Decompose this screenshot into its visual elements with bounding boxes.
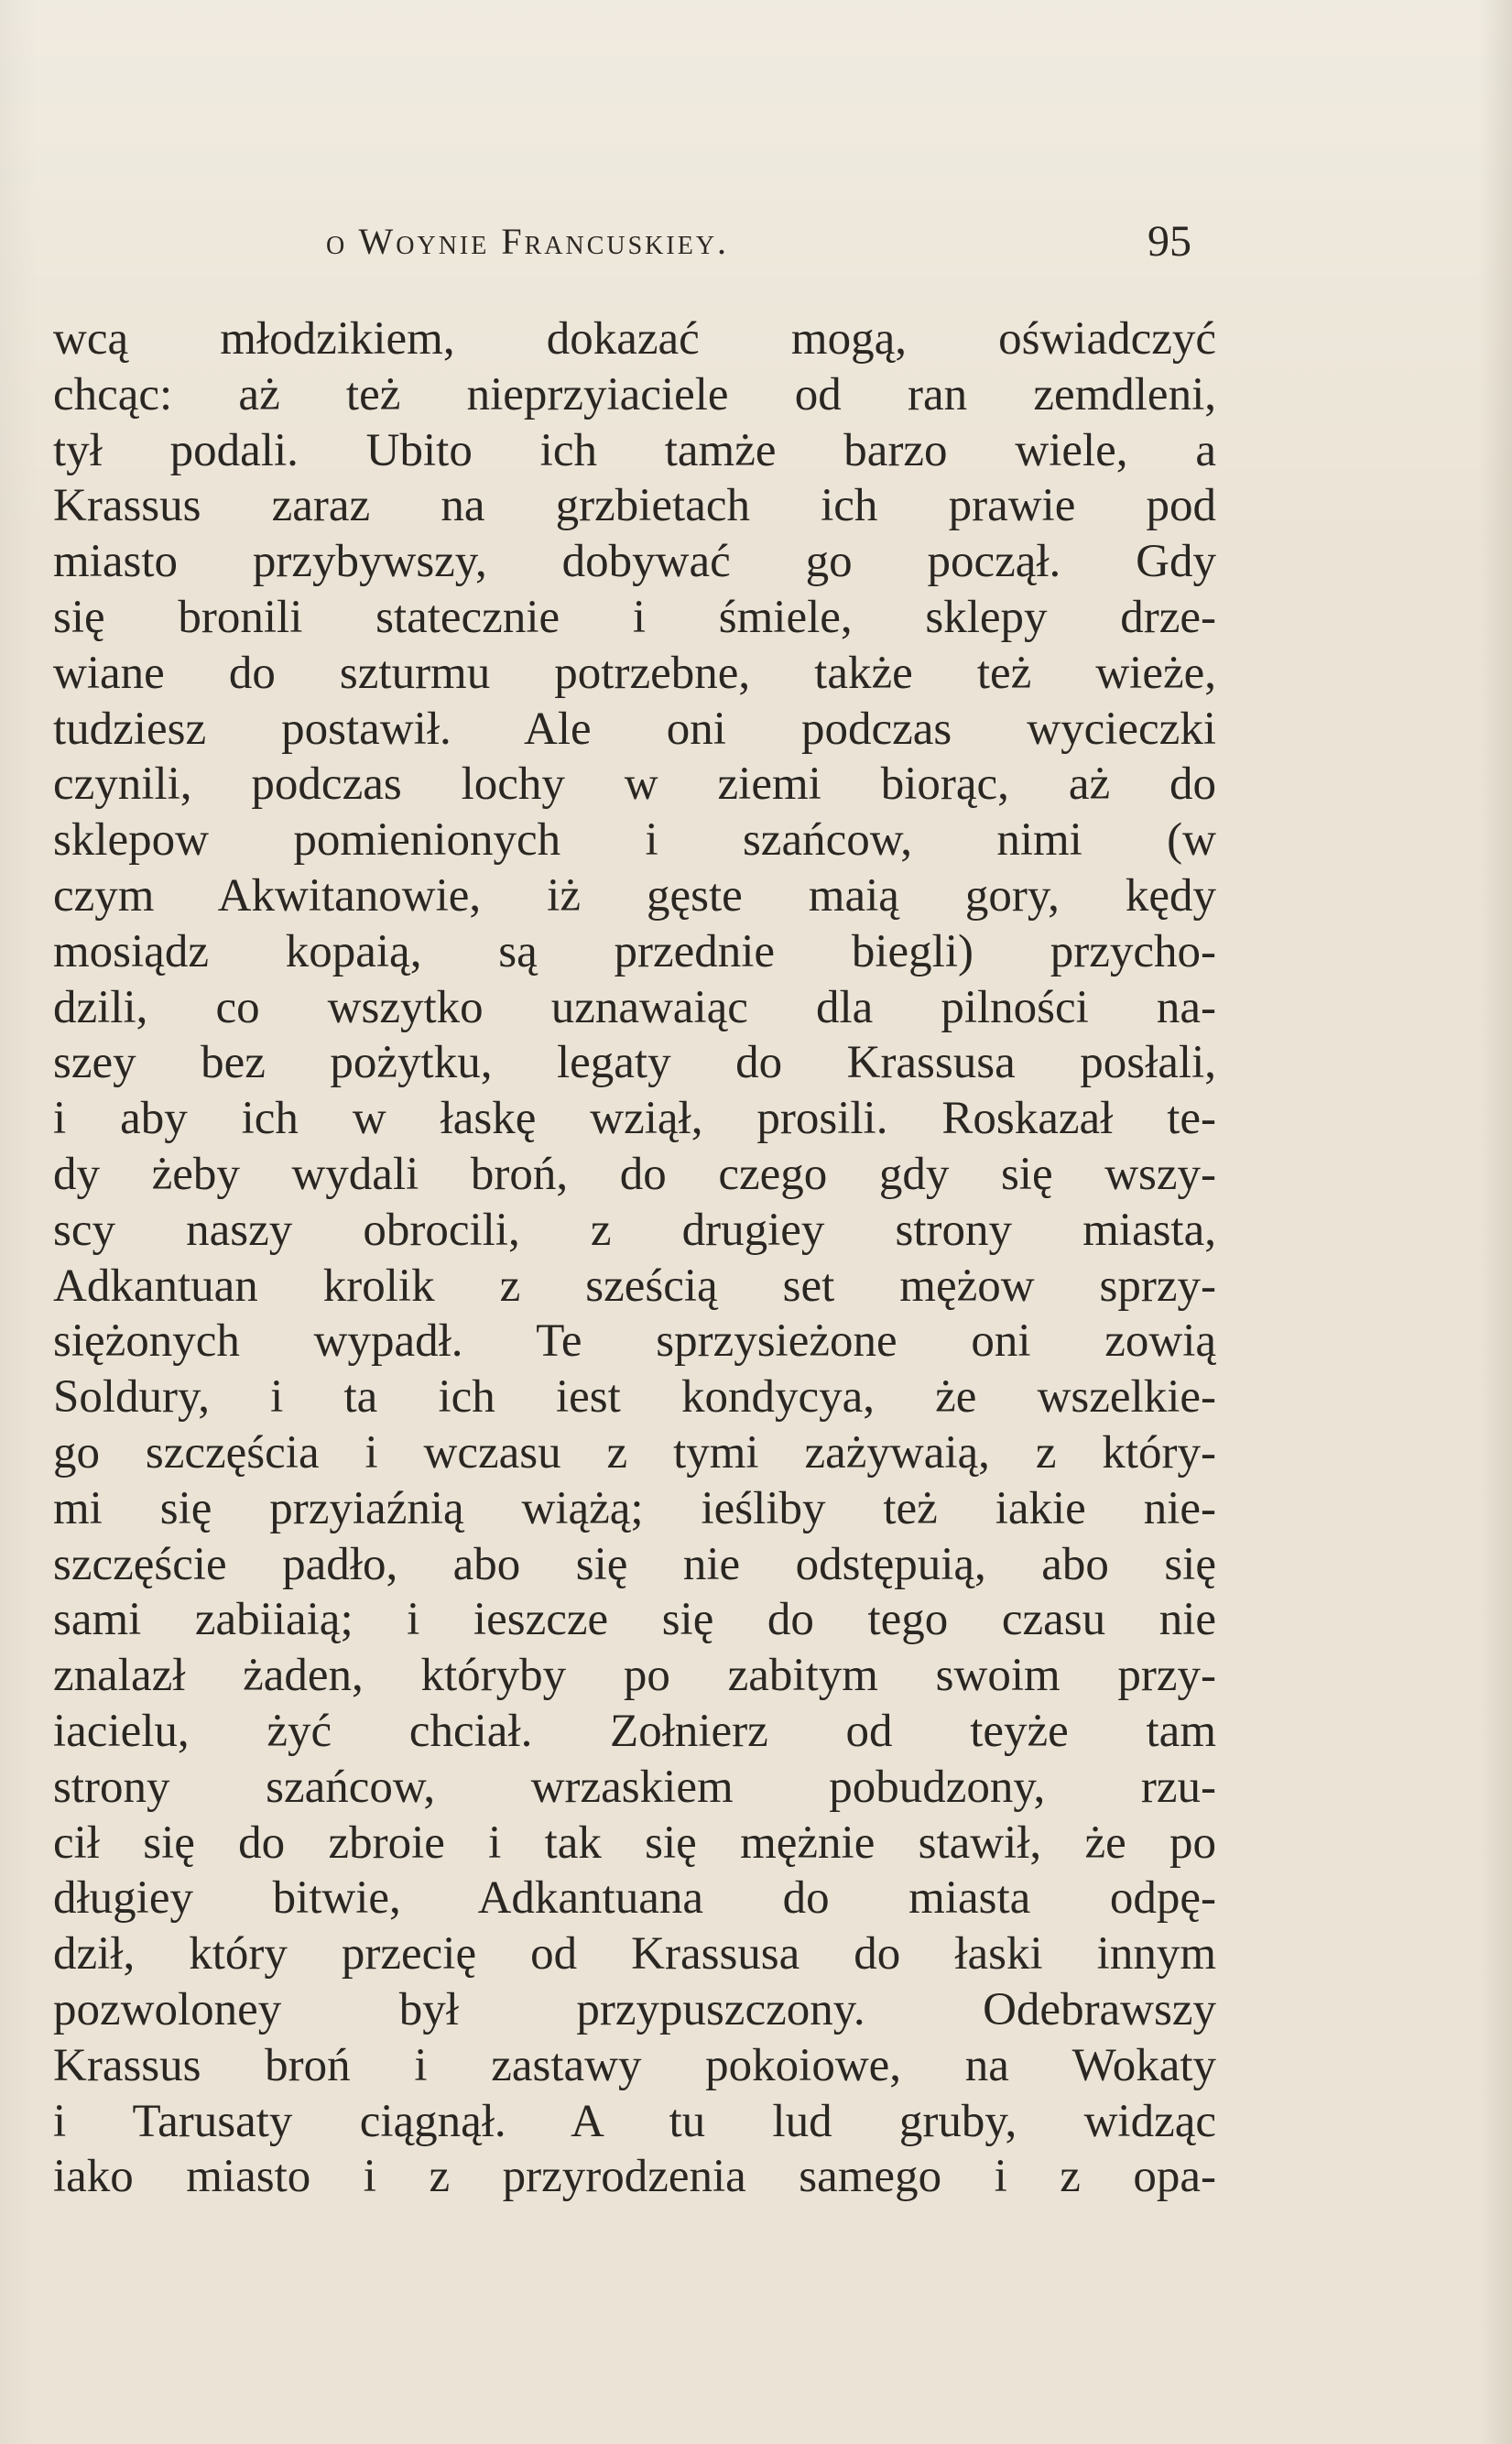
text-line: się bronili statecznie i śmiele, sklepy drze- xyxy=(53,591,1216,643)
text-line: pozwoloney był przypuszczony. Odebrawszy xyxy=(53,1983,1216,2035)
text-line: Krassus zaraz na grzbietach ich prawie pod xyxy=(53,480,1216,532)
text-line: tudziesz postawił. Ale oni podczas wycieczki xyxy=(53,703,1216,755)
text-line: siężonych wypadł. Te sprzysieżone oni zowią xyxy=(53,1315,1216,1368)
text-line: iako miasto i z przyrodzenia samego i z opa- xyxy=(53,2151,1216,2203)
text-line: cił się do zbroie i tak się mężnie stawił, że po xyxy=(53,1817,1216,1869)
text-line: wcą młodzikiem, dokazać mogą, oświadczyć xyxy=(53,313,1216,365)
text-line: czym Akwitanowie, iż gęste maią gory, kędy xyxy=(53,869,1216,922)
text-line: mi się przyiaźnią wiążą; ieśliby też iakie nie- xyxy=(53,1482,1216,1534)
text-line: go szczęścia i wczasu z tymi zażywaią, z który- xyxy=(53,1426,1216,1478)
page-number: 95 xyxy=(1148,217,1191,266)
text-line: iacielu, żyć chciał. Zołnierz od teyże tam xyxy=(53,1705,1216,1757)
text-line: i aby ich w łaskę wziął, prosili. Roskazał te- xyxy=(53,1093,1216,1145)
text-line: długiey bitwie, Adkantuana do miasta odpę- xyxy=(53,1872,1216,1925)
text-line: dzili, co wszytko uznawaiąc dla pilności na- xyxy=(53,981,1216,1033)
text-line: chcąc: aż też nieprzyiaciele od ran zemdleni, xyxy=(53,368,1216,420)
text-line: Krassus broń i zastawy pokoiowe, na Wokaty xyxy=(53,2039,1216,2091)
text-line: Adkantuan krolik z sześcią set mężow sprzy- xyxy=(53,1260,1216,1312)
text-line: wiane do szturmu potrzebne, także też wieże, xyxy=(53,647,1216,699)
text-line: szczęście padło, abo się nie odstępuią, abo się xyxy=(53,1538,1216,1590)
text-line: tył podali. Ubito ich tamże barzo wiele, a xyxy=(53,424,1216,476)
text-line: dził, który przecię od Krassusa do łaski innym xyxy=(53,1928,1216,1980)
text-line: dy żeby wydali broń, do czego gdy się wszy- xyxy=(53,1148,1216,1200)
text-line: sami zabiiaią; i ieszcze się do tego czasu nie xyxy=(53,1594,1216,1646)
body-text xyxy=(53,311,1216,2205)
text-line: czynili, podczas lochy w ziemi biorąc, aż do xyxy=(53,758,1216,811)
text-line: sklepow pomienionych i szańcow, nimi (w xyxy=(53,814,1216,867)
page-edge-shadow xyxy=(1479,0,1512,2444)
running-head-title: o Woynie Francuskiey. xyxy=(326,221,730,262)
text-line: strony szańcow, wrzaskiem pobudzony, rzu- xyxy=(53,1761,1216,1813)
text-line: Soldury, i ta ich iest kondycya, że wszelkie- xyxy=(53,1371,1216,1424)
text-line: i Tarusaty ciągnął. A tu lud gruby, widząc xyxy=(53,2095,1216,2147)
text-line: szey bez pożytku, legaty do Krassusa posłali, xyxy=(53,1037,1216,1089)
text-line: znalazł żaden, któryby po zabitym swoim przy- xyxy=(53,1650,1216,1702)
running-head xyxy=(326,213,1191,277)
text-line: miasto przybywszy, dobywać go począł. Gdy xyxy=(53,536,1216,588)
text-line: scy naszy obrocili, z drugiey strony miasta, xyxy=(53,1204,1216,1256)
text-line: mosiądz kopaią, są przednie biegli) przycho- xyxy=(53,925,1216,977)
